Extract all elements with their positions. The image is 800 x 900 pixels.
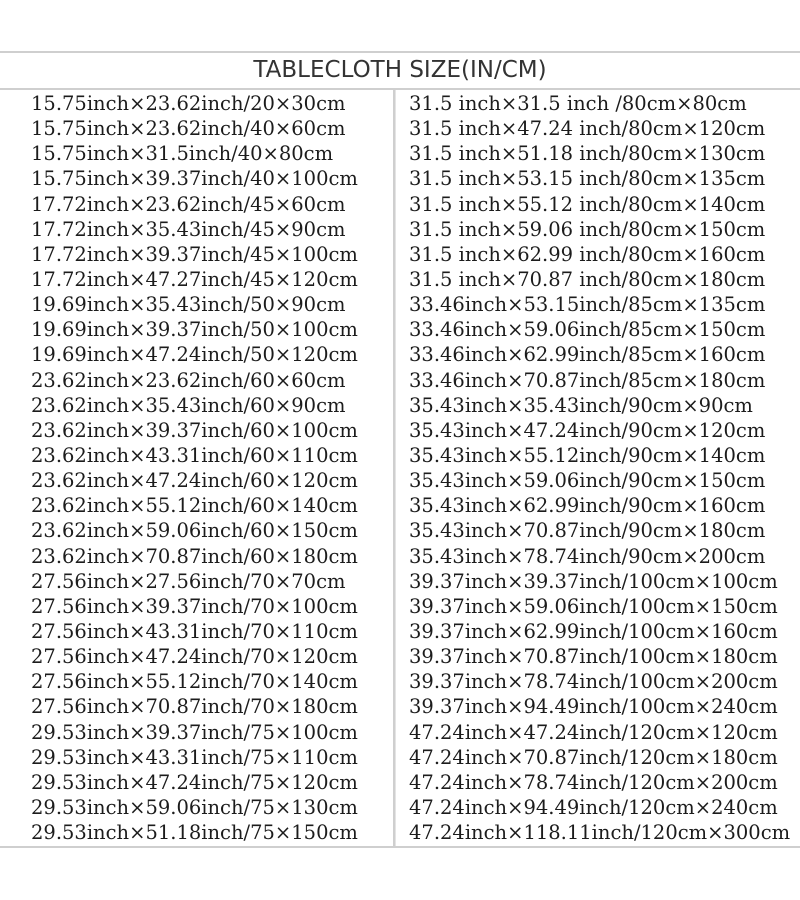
table-bottom-border [0, 846, 800, 848]
size-row: 29.53inch×59.06inch/75×130cm [31, 795, 358, 819]
header-divider [0, 88, 800, 90]
size-row: 29.53inch×43.31inch/75×110cm [31, 745, 358, 769]
size-row: 31.5 inch×59.06 inch/80cm×150cm [409, 217, 766, 241]
size-row: 17.72inch×23.62inch/45×60cm [31, 192, 346, 216]
size-row: 31.5 inch×53.15 inch/80cm×135cm [409, 167, 766, 191]
size-row: 19.69inch×47.24inch/50×120cm [31, 343, 358, 367]
size-row: 31.5 inch×31.5 inch /80cm×80cm [409, 92, 747, 115]
size-row: 47.24inch×94.49inch/120cm×240cm [409, 795, 778, 819]
size-row: 39.37inch×62.99inch/100cm×160cm [409, 619, 778, 643]
size-row: 33.46inch×53.15inch/85cm×135cm [409, 293, 766, 317]
size-row: 23.62inch×47.24inch/60×120cm [31, 469, 358, 493]
size-row: 27.56inch×43.31inch/70×110cm [31, 619, 358, 643]
size-row: 27.56inch×39.37inch/70×100cm [31, 594, 358, 618]
size-row: 33.46inch×62.99inch/85cm×160cm [409, 343, 766, 367]
size-row: 29.53inch×39.37inch/75×100cm [31, 720, 358, 744]
size-row: 39.37inch×39.37inch/100cm×100cm [409, 569, 778, 593]
size-row: 35.43inch×55.12inch/90cm×140cm [409, 443, 766, 467]
size-row: 47.24inch×78.74inch/120cm×200cm [409, 770, 778, 794]
size-row: 27.56inch×27.56inch/70×70cm [31, 569, 346, 593]
size-row: 35.43inch×47.24inch/90cm×120cm [409, 418, 766, 442]
size-row: 23.62inch×43.31inch/60×110cm [31, 443, 358, 467]
size-row: 33.46inch×59.06inch/85cm×150cm [409, 318, 766, 342]
size-row: 39.37inch×70.87inch/100cm×180cm [409, 645, 778, 669]
size-row: 35.43inch×59.06inch/90cm×150cm [409, 469, 766, 493]
size-row: 17.72inch×47.27inch/45×120cm [31, 267, 358, 291]
size-row: 15.75inch×39.37inch/40×100cm [31, 167, 358, 191]
size-row: 23.62inch×23.62inch/60×60cm [31, 368, 346, 392]
size-row: 35.43inch×62.99inch/90cm×160cm [409, 494, 766, 518]
size-row: 29.53inch×47.24inch/75×120cm [31, 770, 358, 794]
size-row: 31.5 inch×47.24 inch/80cm×120cm [409, 117, 766, 141]
size-row: 15.75inch×31.5inch/40×80cm [31, 142, 334, 166]
size-row: 17.72inch×39.37inch/45×100cm [31, 242, 358, 266]
size-row: 27.56inch×70.87inch/70×180cm [31, 695, 358, 719]
size-row: 39.37inch×59.06inch/100cm×150cm [409, 594, 778, 618]
size-row: 27.56inch×47.24inch/70×120cm [31, 645, 358, 669]
size-row: 47.24inch×118.11inch/120cm×300cm [409, 821, 791, 845]
size-row: 31.5 inch×70.87 inch/80cm×180cm [409, 267, 766, 291]
size-row: 35.43inch×78.74inch/90cm×200cm [409, 544, 766, 568]
size-row: 19.69inch×35.43inch/50×90cm [31, 293, 346, 317]
size-row: 19.69inch×39.37inch/50×100cm [31, 318, 358, 342]
size-row: 39.37inch×78.74inch/100cm×200cm [409, 670, 778, 694]
size-row: 31.5 inch×55.12 inch/80cm×140cm [409, 192, 766, 216]
size-row: 31.5 inch×51.18 inch/80cm×130cm [409, 142, 766, 166]
size-row: 23.62inch×35.43inch/60×90cm [31, 393, 346, 417]
size-table [0, 51, 800, 848]
size-row: 47.24inch×47.24inch/120cm×120cm [409, 720, 778, 744]
size-row: 23.62inch×59.06inch/60×150cm [31, 519, 358, 543]
size-row: 15.75inch×23.62inch/20×30cm [31, 92, 346, 115]
size-row: 47.24inch×70.87inch/120cm×180cm [409, 745, 778, 769]
size-row: 31.5 inch×62.99 inch/80cm×160cm [409, 242, 766, 266]
size-row: 39.37inch×94.49inch/100cm×240cm [409, 695, 778, 719]
size-row: 33.46inch×70.87inch/85cm×180cm [409, 368, 766, 392]
size-row: 35.43inch×35.43inch/90cm×90cm [409, 393, 753, 417]
size-row: 27.56inch×55.12inch/70×140cm [31, 670, 358, 694]
size-row: 15.75inch×23.62inch/40×60cm [31, 117, 346, 141]
size-row: 17.72inch×35.43inch/45×90cm [31, 217, 346, 241]
table-title: TABLECLOTH SIZE(IN/CM) [253, 57, 547, 83]
column-divider [393, 90, 396, 846]
size-row: 23.62inch×70.87inch/60×180cm [31, 544, 358, 568]
size-row: 23.62inch×55.12inch/60×140cm [31, 494, 358, 518]
size-row: 29.53inch×51.18inch/75×150cm [31, 821, 358, 845]
size-row: 35.43inch×70.87inch/90cm×180cm [409, 519, 766, 543]
size-row: 23.62inch×39.37inch/60×100cm [31, 418, 358, 442]
right-size-column [409, 91, 799, 845]
left-size-column [31, 91, 391, 845]
